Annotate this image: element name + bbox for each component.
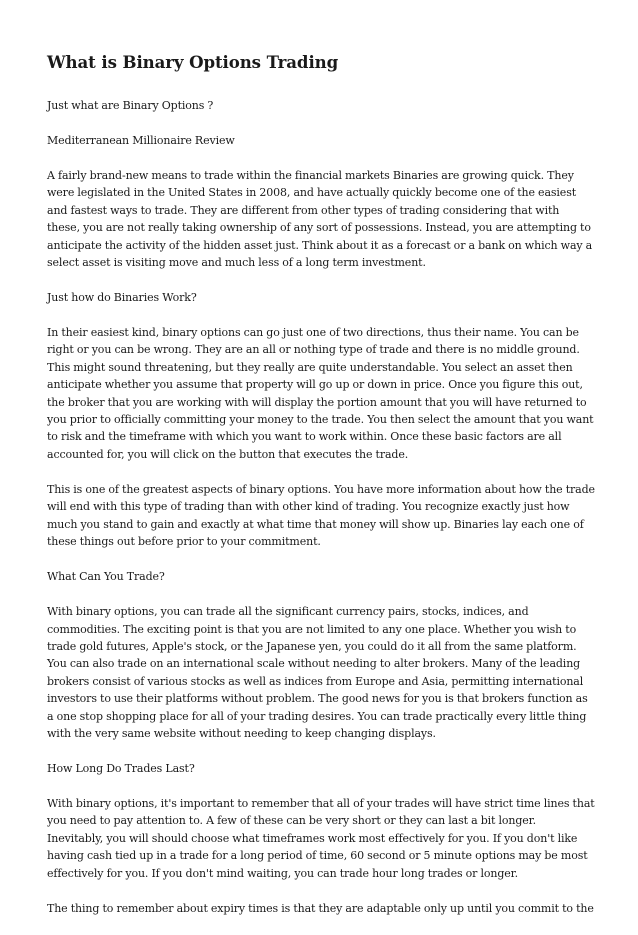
- paragraph-expiry-times: The thing to remember about expiry times is that they are adaptable only up until you commit to the: [47, 901, 594, 915]
- document-body: [47, 97, 595, 917]
- subheading-how-binaries-work: Just how do Binaries Work?: [47, 291, 197, 305]
- subheading-review: Mediterranean Millionaire Review: [47, 134, 235, 147]
- paragraph-how-long-trades-last: With binary options, it's important to remember that all of your trades will have strict time lines that you need to pay attention to. A few of these can be very short or they can last a bit longer. Inevitably, you will should choose what timeframes work most effectively for you. If you don't like having cash tied up in a trade for a long period of time, 60 second or 5 minute options may be most effectively for you. If you don't mind waiting, you can trade hour long trades or longer.: [47, 796, 595, 880]
- paragraph-intro: A fairly brand-new means to trade within the financial markets Binaries are growing quick. They were legislated in the United States in 2008, and have actually quickly become one of the easiest and fastest ways to trade. They are different from other types of trading considering that with these, you are not really taking ownership of any sort of possessions. Instead, you are attempting to anticipate the activity of the hidden asset just. Think about it as a forecast or a bank on which way a select asset is visiting move and much less of a long term investment.: [47, 169, 593, 270]
- paragraph-greatest-aspects: This is one of the greatest aspects of binary options. You have more information about how the trade will end with this type of trading than with other kind of trading. You recognize exactly just how much you stand to gain and exactly at what time that money will show up. Binaries lay each one of these things out before prior to your commitment.: [47, 482, 595, 549]
- subheading-how-long-trades-last: How Long Do Trades Last?: [47, 761, 195, 775]
- paragraph-what-can-you-trade: With binary options, you can trade all the significant currency pairs, stocks, indices, and commodities. The exciting point is that you are not limited to any one place. Whether you wish to trade gold futures, Apple's stock, or the Japanese yen, you could do it all from the same platform. You can also trade on an international scale without needing to alter brokers. Many of the leading brokers consist of various stocks as well as indices from Europe and Asia, permitting international investors to use their platforms without problem. The good news for you is that brokers function as a one stop shopping place for all of your trading desires. You can trade practically every little thing with the very same website without needing to keep changing displays.: [47, 605, 588, 740]
- document-page: [47, 52, 595, 935]
- paragraph-how-binaries-work: In their easiest kind, binary options can go just one of two directions, thus their name. You can be right or you can be wrong. They are an all or nothing type of trade and there is no middle ground. This might sound threatening, but they really are quite understandable. You select an asset then anticipate whether you assume that property will go up or down in price. Once you figure this out, the broker that you are working with will display the portion amount that you will have returned to you prior to officially committing your money to the trade. You then select the amount that you want to risk and the timeframe with which you want to work within. Once these basic factors are all accounted for, you will click on the button that executes the trade.: [47, 326, 594, 461]
- document-title: What is Binary Options Trading: [47, 52, 339, 72]
- subheading-what-are-binary-options: Just what are Binary Options ?: [47, 99, 214, 112]
- subheading-what-can-you-trade: What Can You Trade?: [47, 570, 165, 584]
